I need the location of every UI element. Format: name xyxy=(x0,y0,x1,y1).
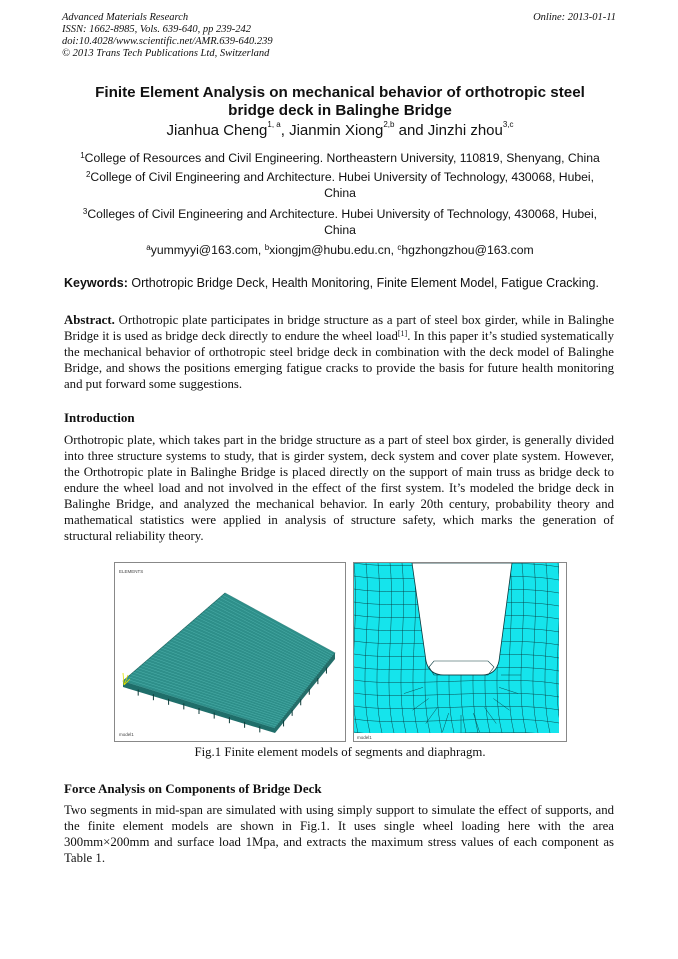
keywords-text: Orthotropic Bridge Deck, Health Monitoring, Finite Element Model, Fatigue Cracking. xyxy=(127,276,599,290)
aff-3-sup: 3 xyxy=(82,207,88,216)
aff-1-sup: 1 xyxy=(80,151,85,160)
figure-diaphragm-mesh xyxy=(353,562,567,742)
emails xyxy=(60,242,620,258)
abstract-text-1: Orthotropic plate participates in bridge structure as a part of steel box girder, while in Balinghe Bridge it is used as bridge deck directly to endure the wheel load xyxy=(64,313,614,343)
figure-caption: Fig.1 Finite element models of segments and diaphragm. xyxy=(194,745,486,759)
intro-heading: Introduction xyxy=(64,410,135,425)
deck-label-top: ELEMENTS xyxy=(119,569,144,574)
author-2: , Jianmin Xiong xyxy=(280,122,384,139)
author-1-sup: 1, a xyxy=(267,120,281,129)
affiliation-2 xyxy=(60,169,620,201)
online-date: Online: 2013-01-11 xyxy=(533,12,616,23)
author-1: Jianhua Cheng xyxy=(166,122,268,139)
copyright: © 2013 Trans Tech Publications Ltd, Switzerland xyxy=(62,48,270,59)
affiliation-1 xyxy=(60,150,620,166)
abstract-text-2: . In this paper it’s studied systematically the mechanical behavior of orthotropic steel bridge deck in combination with the deck model of Balinghe Bridge, and shows the positions emerging fatigue cracks to provide the basis for future health monitoring and put forward some suggestions. xyxy=(64,329,614,391)
keywords xyxy=(64,276,614,290)
diaphragm-mesh-image xyxy=(354,563,566,741)
email-b-sup: b xyxy=(264,243,270,252)
author-2-sup: 2,b xyxy=(383,120,395,129)
aff-1-text: College of Resources and Civil Engineering. Northeastern University, 110819, Shenyang, China xyxy=(84,151,600,165)
abstract xyxy=(64,312,614,392)
deck-model-image xyxy=(115,563,345,741)
intro-text: Orthotropic plate, which takes part in the bridge structure as a part of steel box girder, is generally divided into three structure systems to study, that is girder system, deck system and cover plate system. However, the Orthotropic plate in Balinghe Bridge is placed directly on the support of main truss as bridge deck to endure the wheel load and not involved in the effect of the first system. It’s modeled the bridge deck in Balinghe Bridge, and analyzed the mechanical behavior. In early 20th century, probability theory and mathematical statistics were applied in analysis of structure safety, which marks the generation of structural reliability theory. xyxy=(64,433,614,543)
mesh-right-margin xyxy=(559,563,566,741)
force-heading: Force Analysis on Components of Bridge Deck xyxy=(64,781,322,796)
aff-3-cont: China xyxy=(324,223,356,237)
aff-2-text: College of Civil Engineering and Architecture. Hubei University of Technology, 430068, Hubei, xyxy=(90,170,595,184)
email-b[interactable]: xiongjm@hubu.edu.cn, xyxy=(269,243,398,257)
keywords-label: Keywords: xyxy=(64,276,128,290)
abstract-ref: [1] xyxy=(397,329,408,338)
author-3-sup: 3,c xyxy=(502,120,514,129)
mesh-bottom-margin xyxy=(354,733,566,741)
aff-2-sup: 2 xyxy=(85,170,91,179)
authors xyxy=(60,122,620,139)
email-a[interactable]: yummyyi@163.com, xyxy=(150,243,265,257)
figure-deck-model xyxy=(114,562,346,742)
aff-3-text: Colleges of Civil Engineering and Architecture. Hubei University of Technology, 430068, Hubei, xyxy=(87,207,598,221)
force-text: Two segments in mid-span are simulated with using simply support to simulate the effect of supports, and the finite element models are shown in Fig.1. It uses single wheel loading here with the area 300mm×200mm and surface load 1Mpa, and extracts the maximum stress values of each component as Table 1. xyxy=(64,803,614,865)
doi: doi:10.4028/www.scientific.net/AMR.639-640.239 xyxy=(62,36,273,47)
email-c-sup: c xyxy=(397,243,402,252)
email-a-sup: a xyxy=(146,243,151,252)
email-c[interactable]: hgzhongzhou@163.com xyxy=(401,243,534,257)
deck-label-bottom: model1 xyxy=(119,732,134,737)
deck-plate xyxy=(123,593,335,728)
journal-name: Advanced Materials Research xyxy=(62,12,189,23)
aff-2-cont: China xyxy=(324,186,356,200)
paper-title xyxy=(60,84,620,120)
issn: ISSN: 1662-8985, Vols. 639-640, pp 239-242 xyxy=(62,24,251,35)
abstract-label: Abstract. xyxy=(64,313,115,327)
title-line-2: bridge deck in Balinghe Bridge xyxy=(228,102,452,119)
author-3: and Jinzhi zhou xyxy=(394,122,503,139)
mesh-label-bottom: model1 xyxy=(357,735,372,740)
journal-header xyxy=(62,12,273,60)
affiliation-3 xyxy=(60,206,620,238)
rib-cutout xyxy=(412,563,512,675)
title-line-1: Finite Element Analysis on mechanical behavior of orthotropic steel xyxy=(95,84,585,101)
